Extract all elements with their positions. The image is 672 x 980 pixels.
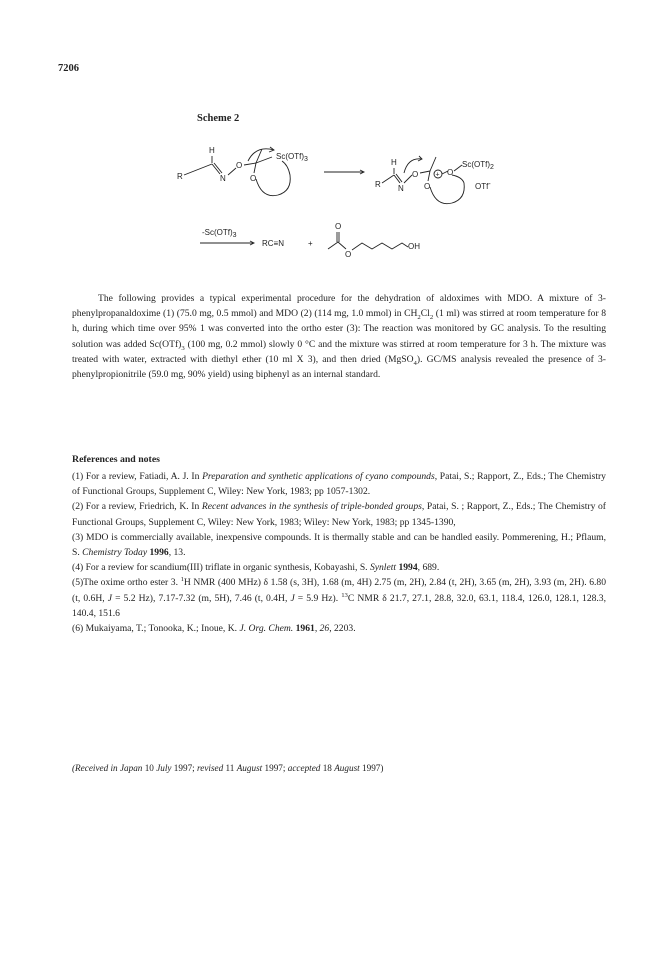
reactant-complex [177,146,308,196]
label-reagent-sub: 3 [232,232,237,239]
reference-1 [72,469,606,499]
received-dates [72,763,383,773]
label-sc2-text: Sc(OTf) [462,160,490,169]
label-oh: OH [408,242,420,251]
reference-6-text-a: (6) Mukaiyama, T.; Tonooka, K.; Inoue, K. [72,623,240,635]
reference-6-journal: J. Org. Chem. [239,623,294,635]
label-nitrile: RC≡N [262,239,284,248]
procedure-text-5: ). GC/MS analysis revealed the presence of 3-phenylpropionitrile (59.0 mg, 90% yield) using biphenyl as an internal standard. [72,353,606,381]
reference-4-year: 1994 [396,562,418,574]
reference-1-title: Preparation and synthetic applications of cyano compounds [202,471,435,482]
reference-5-text-e: C NMR δ 21.7, 27.1, 28.8, 32.0, 63.1, 118.4, 126.0, 128.1, 128.3, 140.4, 151.6 [72,592,607,619]
reference-6-volume: 26 [319,623,330,635]
label-n2: N [398,184,404,193]
reference-5-sup-1: 1 [180,576,184,584]
reference-3 [72,530,606,560]
procedure-paragraph [72,291,606,382]
revised-month: August [236,763,263,773]
reference-5-j-2: J [290,592,295,604]
reference-4-text-c: , 689. [417,562,440,574]
label-n1: N [220,174,226,183]
procedure-sub-1: 2 [417,314,421,322]
revised-year: 1997; [262,763,288,773]
hydroxy-ester [328,222,420,259]
reference-6-text-c: , [314,623,320,635]
intermediate-complex [375,156,494,204]
references-heading: References and notes [72,454,160,465]
received-label: (Received in Japan [72,763,143,773]
reference-5-sup-2: 13 [341,591,348,599]
label-o2b: O [424,182,431,191]
label-o2c: O [447,168,454,177]
page-number: 7206 [58,63,79,74]
reference-5 [72,575,606,621]
label-h1: H [209,146,215,155]
reference-5-j-1: J [107,592,112,604]
label-ester-o: O [345,250,352,259]
revised-day: 11 [223,763,237,773]
label-r1: R [177,172,183,181]
reference-4-journal: Synlett [369,562,397,574]
reaction-scheme [177,135,530,265]
procedure-text-1: The following provides a typical experimental procedure for the dehydration of aldoximes with MDO. A mixture of 3-phenylpropanaldoxime (1) (75.0 mg, 0.5 mmol) and MDO (2) (114 mg, 1.0 mmol) in CH [72,293,606,320]
received-day: 10 [142,763,157,773]
procedure-sub-4: 4 [413,359,417,367]
reference-2-text-b: , Patai, S. ; Rapport, Z., Eds.; The Chemistry of Functional Groups, Supplement C, Wiley: New York, 1983; Wiley: New York, 1983; pp 1345-1390, [72,501,606,528]
label-o1: O [236,161,243,170]
reference-4 [72,560,606,575]
label-sc1-text: Sc(OTf) [276,152,304,161]
reference-3-year: 1996 [147,547,169,559]
reference-2 [72,499,606,529]
reference-3-journal: Chemistry Today [82,547,148,559]
procedure-sub-2: 2 [429,314,434,322]
reference-5-text-b: H NMR (400 MHz) δ 1.58 (s, 3H), 1.68 (m, 4H) 2.75 (m, 2H), 2.84 (t, 2H), 3.65 (m, 2H), 3.93 (m, 2H). 6.80 (t, 0.6H, [72,577,606,604]
reaction-scheme-drawing [177,135,530,265]
reference-4-text-a: (4) For a review for scandium(III) triflate in organic synthesis, Kobayashi, S. [72,562,370,574]
label-sc1 [276,152,308,163]
accepted-label: accepted [287,763,321,773]
reference-5-text-a: (5)The oxime ortho ester 3. [72,577,181,589]
procedure-sub-3: 3 [181,344,185,352]
procedure-text-3: (1 ml) was stirred at room temperature for 8 h, during which time over 95% 1 was converted into the ortho ester (3): The reaction was monitored by GC analysis. To the resulting solution was added Sc(OTf) [72,308,607,350]
received-month: July [156,763,172,773]
label-otf [475,181,491,191]
accepted-year: 1997) [359,763,384,773]
scheme-title: Scheme 2 [197,113,240,124]
label-otf-sup: - [488,181,491,188]
reference-5-text-c: = 5.2 Hz), 7.17-7.32 (m, 5H), 7.46 (t, 0.4H, [112,592,291,604]
label-sc1-sub: 3 [304,156,308,163]
reference-3-text-a: (3) MDO is commercially available, inexpensive compounds. It is thermally stable and can be handled easily. Pommerening, H.; Pflaum, S. [72,531,606,559]
reference-6-year: 1961 [293,623,315,635]
procedure-text-4: (100 mg, 0.2 mmol) slowly 0 °C and the mixture was stirred at room temperature for 3 h. The mixture was treated with water, extracted with diethyl ether (10 ml X 3), and then dried (MgSO [72,338,606,365]
accepted-month: August [334,763,360,773]
procedure-text-2: Cl [420,308,430,320]
reference-6 [72,621,606,636]
label-ester-o-top: O [335,222,342,231]
accepted-day: 18 [320,763,335,773]
reference-3-text-c: , 13. [168,547,186,559]
label-reagent [202,228,237,239]
label-plus: + [308,239,313,248]
label-h2: H [391,158,397,167]
reference-5-text-d: = 5.9 Hz). [294,592,342,604]
reference-1-text-b: , Patai, S.; Rapport, Z., Eds.; The Chemistry of Functional Groups, Supplement C, Wiley: New York, 1983; pp 1057-1302. [72,471,606,498]
label-plus-charge: + [435,171,440,179]
label-sc2 [462,160,494,171]
label-o1b: O [250,174,257,183]
label-sc2-sub: 2 [490,164,494,171]
received-year: 1997; [171,763,198,773]
label-reagent-text: -Sc(OTf) [202,228,233,237]
reference-2-title: Recent advances in the synthesis of triple-bonded groups [201,501,422,513]
label-r2: R [375,180,381,189]
reference-6-text-d: , 2203. [329,623,356,635]
label-otf-text: OTf [475,182,489,191]
references-list [72,469,606,636]
revised-label: revised [197,763,224,773]
reference-1-text-a: (1) For a review, Fatiadi, A. J. In [72,471,203,482]
reference-2-text-a: (2) For a review, Friedrich, K. In [72,501,202,513]
label-o2: O [412,170,419,179]
